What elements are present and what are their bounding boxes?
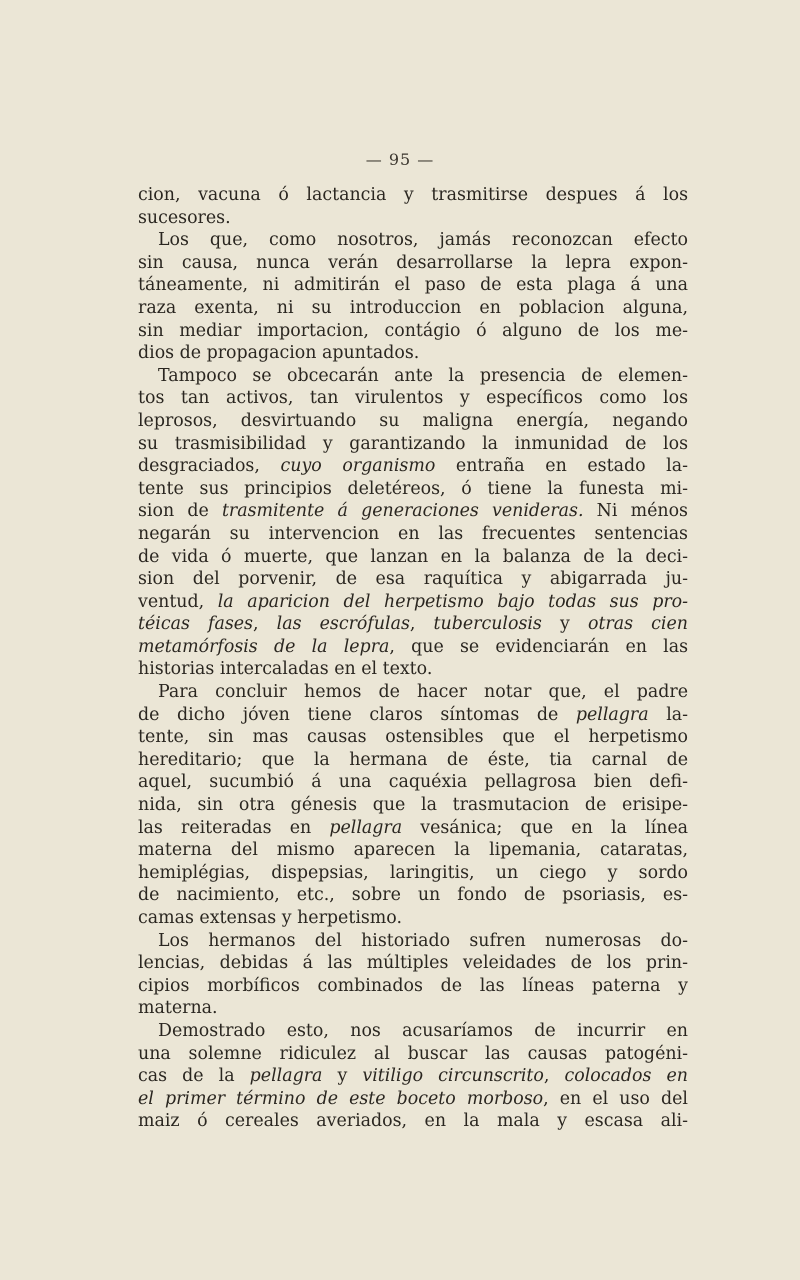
- text-line: [138, 794, 688, 817]
- text-segment: sion del porvenir, de esa raquítica y abigarrada ju-: [138, 569, 688, 590]
- text-line: [138, 613, 688, 636]
- text-segment: ,: [543, 1066, 565, 1087]
- text-line: [138, 704, 688, 727]
- text-segment: raza exenta, ni su introduccion en poblacion alguna,: [138, 297, 688, 318]
- text-segment: vesánica; que en la línea: [402, 817, 688, 838]
- text-segment: lencias, debidas á las múltiples veleidades de los prin-: [138, 953, 688, 974]
- text-segment: su trasmisibilidad y garantizando la inmunidad de los: [138, 433, 688, 454]
- page-number: — 95 —: [365, 150, 435, 169]
- italic-text: tuberculosis: [433, 614, 542, 635]
- text-segment: tente, sin mas causas ostensibles que el herpetismo: [138, 727, 688, 748]
- text-line: [138, 387, 688, 410]
- text-segment: la-: [648, 704, 688, 725]
- italic-text: las escrófulas: [276, 614, 410, 635]
- text-line: [138, 478, 688, 501]
- italic-text: el primer término de este boceto morboso: [138, 1088, 544, 1109]
- italic-text: trasmitente á generaciones venideras.: [221, 501, 584, 522]
- body-text: [138, 184, 688, 1133]
- text-segment: sucesores.: [138, 207, 231, 228]
- text-line: [138, 1110, 688, 1133]
- text-line: [138, 455, 688, 478]
- text-line: [138, 658, 688, 681]
- text-line: [138, 952, 688, 975]
- text-line: [138, 320, 688, 343]
- text-segment: cion, vacuna ó lactancia y trasmitirse despues á los: [138, 185, 688, 205]
- text-segment: nida, sin otra génesis que la trasmutacion de erisipe-: [138, 795, 688, 816]
- text-segment: Los hermanos del historiado sufren numerosas do-: [158, 930, 688, 951]
- text-segment: Los que, como nosotros, jamás reconozcan efecto: [158, 230, 688, 251]
- text-segment: Demostrado esto, nos acusaríamos de incurrir en: [158, 1020, 688, 1041]
- text-segment: sin mediar importacion, contágio ó alguno de los me-: [138, 320, 688, 341]
- text-segment: cipios morbíficos combinados de las líneas paterna y: [138, 975, 688, 996]
- text-line: [138, 636, 688, 659]
- text-segment: una solemne ridiculez al buscar las causas patogéni-: [138, 1043, 688, 1064]
- text-segment: hemiplégias, dispepsias, laringitis, un ciego y sordo: [138, 862, 688, 883]
- italic-text: colocados en: [564, 1066, 688, 1087]
- text-line: [138, 252, 688, 275]
- text-line: [138, 862, 688, 885]
- text-segment: Tampoco se obcecarán ante la presencia de elemen-: [158, 365, 688, 386]
- text-segment: y: [322, 1066, 363, 1087]
- italic-text: pellagra: [249, 1066, 323, 1087]
- text-segment: de nacimiento, etc., sobre un fondo de psoriasis, es-: [138, 885, 688, 906]
- text-segment: desgraciados,: [138, 456, 281, 477]
- text-segment: historias intercaladas en el texto.: [138, 659, 433, 680]
- text-segment: ,: [252, 614, 277, 635]
- italic-text: vitiligo circunscrito: [362, 1066, 544, 1087]
- text-line: [138, 433, 688, 456]
- text-segment: cas de la: [138, 1066, 250, 1087]
- italic-text: la aparicion del herpetismo bajo todas sus pro-: [217, 591, 688, 612]
- text-line: [138, 591, 688, 614]
- text-segment: dios de propagacion apuntados.: [138, 343, 420, 364]
- text-segment: negarán su intervencion en las frecuentes sentencias: [138, 523, 688, 544]
- text-segment: tente sus principios deletéreos, ó tiene la funesta mi-: [138, 478, 688, 499]
- text-line: [138, 500, 688, 523]
- text-segment: Ni ménos: [583, 501, 688, 522]
- text-line: [138, 274, 688, 297]
- text-line: [138, 1020, 688, 1043]
- italic-text: téicas fases: [138, 614, 253, 635]
- text-segment: , en el uso del: [543, 1088, 688, 1109]
- text-line: [138, 342, 688, 365]
- italic-text: otras cien: [587, 614, 688, 635]
- text-segment: materna.: [138, 998, 218, 1019]
- text-line: [138, 207, 688, 230]
- text-line: [138, 1043, 688, 1066]
- text-segment: , que se evidenciarán en las: [389, 636, 688, 657]
- text-segment: ,: [409, 614, 434, 635]
- text-segment: las reiteradas en: [138, 817, 330, 838]
- italic-text: cuyo organismo: [280, 456, 436, 477]
- text-segment: entraña en estado la-: [435, 456, 688, 477]
- text-segment: Para concluir hemos de hacer notar que, el padre: [158, 682, 688, 703]
- text-segment: leprosos, desvirtuando su maligna energía, negando: [138, 410, 688, 431]
- text-line: [138, 365, 688, 388]
- text-segment: maiz ó cereales averiados, en la mala y escasa ali-: [138, 1111, 688, 1132]
- text-line: [138, 884, 688, 907]
- text-segment: tos tan activos, tan virulentos y específicos como los: [138, 388, 688, 409]
- italic-text: pellagra: [329, 817, 403, 838]
- text-line: [138, 930, 688, 953]
- text-line: [138, 839, 688, 862]
- text-line: [138, 749, 688, 772]
- text-segment: hereditario; que la hermana de éste, tia carnal de: [138, 749, 688, 770]
- text-line: [138, 681, 688, 704]
- text-line: [138, 997, 688, 1020]
- text-line: [138, 1065, 688, 1088]
- text-segment: camas extensas y herpetismo.: [138, 908, 402, 928]
- text-segment: sion de: [138, 501, 222, 522]
- text-segment: táneamente, ni admitirán el paso de esta plaga á una: [138, 275, 688, 296]
- text-segment: sin causa, nunca verán desarrollarse la lepra expon-: [138, 252, 688, 273]
- text-segment: y: [541, 614, 588, 635]
- text-line: [138, 1088, 688, 1111]
- text-line: [138, 975, 688, 998]
- text-line: [138, 184, 688, 207]
- text-line: [138, 726, 688, 749]
- text-line: [138, 771, 688, 794]
- text-line: [138, 229, 688, 252]
- text-line: [138, 410, 688, 433]
- text-segment: materna del mismo aparecen la lipemania, cataratas,: [138, 840, 688, 861]
- text-segment: ventud,: [138, 591, 218, 612]
- text-line: [138, 568, 688, 591]
- italic-text: pellagra: [575, 704, 649, 725]
- text-segment: aquel, sucumbió á una caquéxia pellagrosa bien defi-: [138, 772, 688, 793]
- text-line: [138, 523, 688, 546]
- text-segment: de vida ó muerte, que lanzan en la balanza de la deci-: [138, 546, 688, 567]
- text-line: [138, 546, 688, 569]
- text-line: [138, 297, 688, 320]
- text-line: [138, 907, 688, 930]
- text-line: [138, 817, 688, 840]
- italic-text: metamórfosis de la lepra: [138, 636, 390, 657]
- text-segment: de dicho jóven tiene claros síntomas de: [138, 704, 576, 725]
